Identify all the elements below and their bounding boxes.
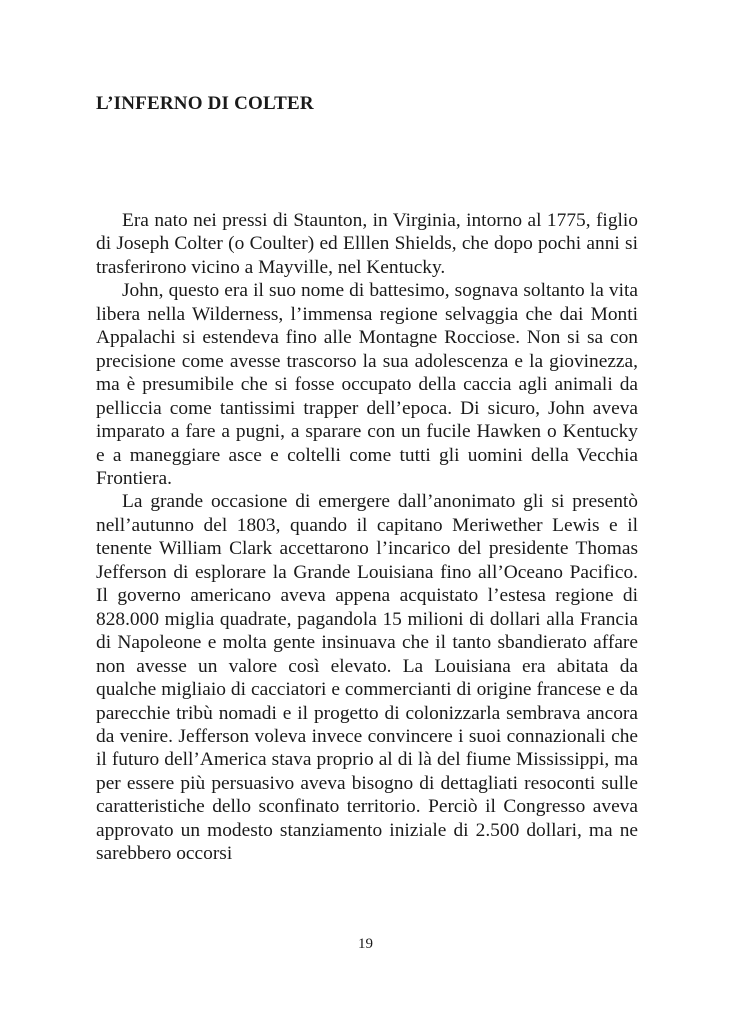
body-text [96,209,638,866]
paragraph: John, questo era il suo nome di battesimo, sognava soltanto la vita libera nella Wilderness, l’immensa regione selvaggia che dai Monti Appalachi si estendeva fino alle Montagne Rocciose. Non si sa con precisione come avesse trascorso la sua adolescenza e la giovinezza, ma è presumibile che si fosse occupato della caccia agli animali da pelliccia come tantissimi trapper dell’epoca. Di sicuro, John aveva imparato a fare a pugni, a sparare con un fucile Hawken o Kentucky e a maneggiare asce e coltelli come tutti gli uomini della Vecchia Frontiera. [96,280,638,489]
paragraph: Era nato nei pressi di Staunton, in Virginia, intorno al 1775, figlio di Joseph Colter (o Coulter) ed Elllen Shields, che dopo pochi anni si trasferirono vicino a Mayville, nel Kentucky. [96,210,638,278]
paragraph: La grande occasione di emergere dall’anonimato gli si presentò nell’autunno del 1803, quando il capitano Meriwether Lewis e il tenente William Clark accettarono l’incarico del presidente Thomas Jefferson di esplorare la Grande Louisiana fino all’Oceano Pacifico. Il governo americano aveva appena acquistato l’estesa regione di 828.000 miglia quadrate, pagandola 15 milioni di dollari alla Francia di Napoleone e molta gente insinuava che il tanto sbandierato affare non avesse un valore così elevato. La Louisiana era abitata da qualche migliaio di cacciatori e commercianti di origine francese e da parecchie tribù nomadi e il progetto di colonizzarla sembrava ancora da venire. Jefferson voleva invece convincere i suoi connazionali che il futuro dell’America stava proprio al di là del fiume Mississippi, ma per essere più persuasivo aveva bisogno di dettagliati resoconti sulle caratteristiche dello sconfinato territorio. Perciò il Congresso aveva approvato un modesto stanziamento iniziale di 2.500 dollari, ma ne sarebbero occorsi [96,491,638,865]
chapter-title: L’INFERNO DI COLTER [96,93,314,114]
page-number: 19 [358,936,373,952]
